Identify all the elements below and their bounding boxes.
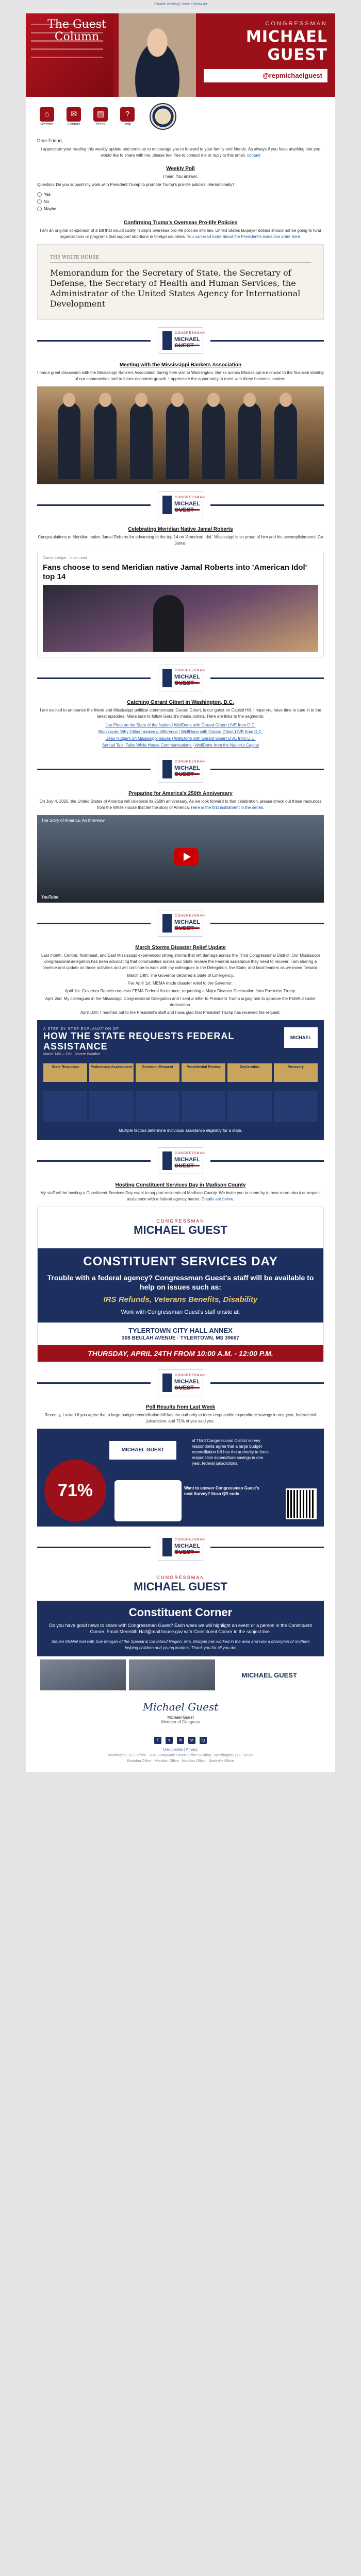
social-handle[interactable] [204, 69, 327, 82]
column-title-line1: The Guest [47, 18, 106, 31]
relief-timeline-item: April 2nd: My colleagues in the Mississippi Congressional Delegation and I sent a letter to President Trump urging him to approve the FEMA disaster declaration. [45, 996, 316, 1007]
footer-links[interactable] [37, 1747, 324, 1753]
person-head [207, 393, 220, 407]
federal-assistance-infographic [37, 1020, 324, 1140]
weekly-poll [37, 166, 324, 213]
youtube-icon[interactable]: yt [188, 1737, 195, 1744]
divider-bar [210, 1160, 324, 1162]
guest-logo [158, 492, 203, 518]
preheader[interactable] [0, 0, 361, 9]
globe-icon: ⌂ [40, 107, 54, 122]
newsletter [26, 9, 335, 1772]
flyer-visit: Work with Congressman Guest's staff onsite at: [121, 1309, 240, 1315]
section-title: Poll Results from Last Week [145, 1404, 216, 1410]
guest-logo [158, 1534, 203, 1561]
person-head [171, 393, 184, 407]
section-text [37, 1190, 324, 1202]
steps-detail-row [43, 1089, 318, 1122]
press-title: Memorandum for the Secretary of State, the Secretary of Defense, the Secretary of Health and Human Services, the Administrator of the United States Agency for International Development [50, 268, 301, 309]
mississippi-icon [162, 1538, 172, 1556]
logo-congressman: CONGRESSMAN [175, 496, 205, 499]
video-title: The Story of America: An Interview [41, 818, 105, 823]
newsletter-header [26, 9, 335, 97]
section-divider [37, 663, 324, 693]
step-box [182, 1091, 225, 1122]
constituent-services-flyer [37, 1207, 324, 1362]
relief-timeline-item: April 10th: I reached out to the President's staff and I was glad that President Trump has received the request. [80, 1010, 281, 1015]
poll-question: Question: Do you support my work with President Trump to promote Trump's pro-life policies internationally? [37, 182, 235, 187]
divider-bar [210, 923, 324, 924]
intro-contact-link[interactable]: contact [247, 153, 260, 158]
cc-main [37, 1601, 324, 1656]
cc-headline: Constituent Corner [128, 1606, 233, 1619]
section-divider [37, 1367, 324, 1398]
divider-bar [37, 340, 151, 342]
x-icon[interactable]: x [166, 1737, 173, 1744]
logo-underline [175, 773, 200, 775]
divider-bar [210, 1382, 324, 1384]
logo-congressman: CONGRESSMAN [175, 914, 205, 918]
column-title-line2: Column [54, 30, 100, 43]
infographic-title-block [43, 1027, 284, 1056]
footer-address: Washington, D.C. Office · 1843 Longworth House Office Building · Washington, D.C. 20515 [107, 1754, 254, 1757]
cc-congressman: CONGRESSMAN [156, 1575, 205, 1580]
step-box [274, 1091, 318, 1122]
step-label: Presidential Review [182, 1063, 225, 1082]
news-article-card[interactable] [37, 551, 324, 657]
mississippi-icon [162, 331, 172, 350]
view-in-browser-link[interactable]: Trouble viewing? View in browser [154, 3, 207, 6]
signature-block [37, 1701, 324, 1724]
press-icon: ▤ [93, 107, 108, 122]
logo-name: MICHAEL [174, 919, 200, 925]
social-handle-text: @repmichaelguest [262, 72, 322, 79]
nav-help-label: Help [123, 122, 132, 126]
poll-radio-yes[interactable] [37, 192, 42, 197]
article-headline: Fans choose to send Meridian native Jamal Roberts into 'American Idol' top 14 [43, 563, 307, 581]
section-title: March Storms Disaster Relief Update [135, 945, 226, 951]
poll-option-label: No [44, 199, 50, 204]
logo-underline [175, 509, 200, 511]
poll-option-label: Maybe [44, 207, 57, 211]
nav-help[interactable] [118, 107, 137, 126]
person-figure [238, 402, 261, 479]
person-head [135, 393, 147, 407]
divider-bar [37, 769, 151, 770]
newsletter-body [26, 138, 335, 1772]
logo-name: MICHAEL [174, 1157, 200, 1163]
mail-icon: ✉ [67, 107, 81, 122]
flyer-logo-area [38, 1207, 323, 1248]
infographic-header [43, 1027, 318, 1061]
logo-name: MICHAEL [174, 765, 200, 771]
step-box [136, 1091, 179, 1122]
poll-results-graphic [37, 1429, 324, 1527]
mississippi-icon [162, 496, 172, 514]
section-divider [37, 1532, 324, 1563]
section-title: Preparing for America's 250th Anniversary [128, 791, 233, 796]
section-paragraph: My staff will be hosting a Constituent Services Day event to support residents of Madison County. We invite you to come by to hear more about or request assistance with a federal agency matter. [40, 1191, 321, 1201]
person-figure [58, 402, 80, 479]
person-figure [94, 402, 117, 479]
logo-underline [175, 1551, 200, 1553]
step-box [43, 1091, 87, 1122]
divider-bar [37, 923, 151, 924]
youtube-logo: YouTube [41, 895, 59, 900]
congressman-label: CONGRESSMAN [265, 21, 327, 27]
infographic-footnote: Multiple factors determine individual assistance eligibility for a state. [119, 1128, 242, 1133]
performer-figure [153, 595, 184, 652]
cc-name: MICHAEL GUEST [134, 1580, 227, 1593]
nav-contact-label: Contact [67, 122, 80, 126]
section-title: Confirming Trump's Overseas Pro-life Policies [123, 220, 238, 226]
flyer-body: Trouble with a federal agency? Congressman Guest's staff will be available to help on issues such as: [47, 1274, 314, 1291]
divider-bar [210, 504, 324, 506]
infographic-subtitle: A STEP BY STEP EXPLANATION OF [43, 1027, 119, 1031]
results-text: of Third Congressional District survey respondents agree that a large budget reconciliation bill has the authority to force responsible expenditure savings in one year, federal jurisdictions. [192, 1438, 269, 1466]
flyer-address: 308 BEULAH AVENUE · TYLERTOWN, MS 39667 [122, 1335, 239, 1341]
poll-option-label: Yes [44, 192, 51, 197]
press-source: THE WHITE HOUSE [50, 255, 311, 263]
constituent-corner [37, 1568, 324, 1693]
footer-offices: Brandon Office · Meridian Office · Natchez Office · Starkville Office [127, 1759, 234, 1763]
step-label: State Response [43, 1063, 87, 1082]
segment-links [37, 722, 324, 749]
logo-name: MICHAEL [174, 1543, 200, 1549]
cc-photo [129, 1659, 215, 1690]
mississippi-icon [162, 669, 172, 687]
person-figure [202, 402, 225, 479]
person-head [63, 393, 75, 407]
greeting: Dear Friend, [37, 138, 63, 143]
cc-body: Do you have good news to share with Congressman Guest? Each week we will highlight an event or a person in the Constituent Corner. Email Meredith.Hall@mail.house.gov with Constituent Corner in the subject line. [49, 1623, 312, 1634]
facebook-icon[interactable]: f [154, 1737, 161, 1744]
segment-link[interactable]: Annual Talk: Talks While House Communications | WellDone from the Nation's Capital [102, 743, 259, 748]
section-text: I had a great discussion with the Mississippi Bankers Association during their visit to Washington. Banks across Mississippi are crucial to the financial stability of our communities and to future economic growth. I appreciate the opportunity to meet with these business leaders. [37, 370, 324, 381]
divider-bar [37, 677, 151, 679]
person-head [280, 393, 292, 407]
relief-text: Last month, Central, Northeast, and East Mississippi experienced strong storms that left damage across the Third Congressional District. Our Mississippi congressional delegation has been advocating that communities across our State receive the Federal assistance they need to recover. I am sharing a timeline and update on those activities and will continue to work with my colleagues in the Delegation, the State, and local leaders as we move forward. [41, 953, 320, 970]
header-top-strip [26, 9, 335, 13]
white-house-memo-image[interactable] [37, 244, 324, 320]
result-percent: 71% [44, 1460, 106, 1521]
section-text: Recently, I asked if you agree that a large budget reconciliation bill has the authority to force responsible expenditure savings in one year, federal civil jurisdiction, and 71% of you said yes. [44, 1413, 317, 1423]
logo-name: MICHAEL [174, 501, 200, 507]
poll-option[interactable] [37, 198, 99, 206]
guest-logo [158, 910, 203, 937]
play-button-icon[interactable] [174, 848, 199, 866]
infographic-logo: MICHAEL GUEST [284, 1027, 318, 1048]
cc-feature: Steven McNeil met with Sue Morgan of the Special & Cleveland Region. Mrs. Morgan has worked in the area and was a champion of mothers helping children and young leaders. Thank you for all you do! [51, 1639, 310, 1650]
capitol-icon [114, 1480, 182, 1521]
section-title: Meeting with the Mississippi Bankers Association [119, 362, 242, 368]
guest-logo [158, 756, 203, 783]
section-divider [37, 325, 324, 356]
survey-ask: Want to answer Congressman Guest's next Survey? Scan QR code [184, 1486, 259, 1496]
logo-congressman: CONGRESSMAN [175, 1374, 205, 1377]
poll-radio-no[interactable] [37, 199, 42, 204]
logo-congressman: CONGRESSMAN [175, 669, 205, 672]
infographic-title: HOW THE STATE REQUESTS FEDERAL ASSISTANCE [43, 1031, 235, 1052]
column-title [38, 19, 116, 43]
header-branding [204, 21, 327, 82]
results-logo: MICHAEL GUEST [109, 1441, 176, 1460]
section-text [37, 799, 324, 811]
divider-bar [210, 769, 324, 770]
logo-name: MICHAEL [174, 336, 200, 343]
step-label: Declaration [227, 1063, 271, 1082]
divider-bar [37, 1382, 151, 1384]
divider-bar [37, 1547, 151, 1548]
section-text [37, 228, 324, 240]
mississippi-icon [162, 1374, 172, 1392]
bankers-meeting-photo [37, 386, 324, 484]
signer-name: Michael Guest [167, 1715, 194, 1720]
logo-name: MICHAEL [174, 674, 200, 680]
section-divider [37, 489, 324, 520]
star-icon: ★ [254, 72, 259, 79]
logo-underline [175, 682, 200, 684]
section-title: Catching Gerard Gibert in Washington, D.C. [127, 700, 234, 705]
section-text: Congratulations to Meridian native Jamal Roberts for advancing to the top 14 on 'American Idol.' Mississippi is so proud of him and his accomplishments! Go Jamal! [38, 535, 323, 546]
poll-subtitle: I hear. You answer. [163, 174, 198, 179]
section-text: I am excited to announce the friend and Mississippi political commentator, Gerard Gibert, is our guest on Capitol Hill. I hope you have time to tune in to the latest episodes. Make sure to follow Gerard's media outlets. Here are links to the segments: [40, 708, 321, 719]
steps-row [43, 1063, 318, 1082]
help-icon: ? [120, 107, 135, 122]
person-figure [166, 402, 189, 479]
intro-text [37, 146, 324, 159]
section-paragraph: I am an original co-sponsor of a bill that would codify Trump's overseas pro-life policies into law. United States taxpayer dollars should not be going to fund organizations or programs that support abortions in foreign countries. [40, 228, 321, 239]
flyer-congressman: CONGRESSMAN [156, 1218, 205, 1224]
flyer-name: MICHAEL GUEST [134, 1224, 227, 1236]
segment-link[interactable]: Blog Louie: Why Gilbert makes a difference | WellDone with Gerard Gibert LIVE from D.C. [98, 730, 263, 734]
logo-congressman: CONGRESSMAN [175, 1152, 205, 1155]
step-label: Preliminary Assessment [89, 1063, 133, 1082]
step-label: Governor Request [136, 1063, 179, 1082]
congressional-seal-icon [150, 103, 176, 130]
youtube-video[interactable] [37, 815, 324, 903]
divider-bar [210, 340, 324, 342]
logo-congressman: CONGRESSMAN [175, 332, 205, 335]
person-head [99, 393, 111, 407]
intro-paragraph: I appreciate your reading this weekly update and continue to encourage you to forward to your family and friends. As always if you have anything that you would like to share with me, please feel free to contact me or reply to this email. [40, 147, 321, 158]
flyer-when: THURSDAY, APRIL 24TH FROM 10:00 A.M. - 12:00 P.M. [38, 1345, 323, 1362]
signer-role: Member of Congress [161, 1720, 200, 1724]
divider-bar [210, 677, 324, 679]
section-title: Hosting Constituent Services Day in Madison County [115, 1182, 246, 1188]
article-image [43, 585, 318, 652]
mississippi-icon [162, 1151, 172, 1170]
logo-congressman: CONGRESSMAN [175, 1538, 205, 1541]
step-box [227, 1091, 271, 1122]
congressman-photo [119, 13, 196, 97]
nav-contact[interactable] [64, 107, 84, 126]
poll-option[interactable] [37, 206, 99, 213]
guest-logo [158, 1147, 203, 1174]
person-figure [130, 402, 153, 479]
logo-name: MICHAEL [174, 1379, 200, 1385]
executive-order-link[interactable]: You can read more about the President's executive order here. [187, 234, 302, 239]
divider-bar [37, 504, 151, 506]
flyer-place: TYLERTOWN CITY HALL ANNEX [128, 1327, 233, 1334]
section-paragraph: On July 4, 2026, the United States of America will celebrate its 250th anniversary. As we look forward to that celebration, please check out these resources from the White House that tell the story of America. [39, 799, 322, 810]
step-box [89, 1091, 133, 1122]
poll-option[interactable] [37, 191, 99, 198]
guest-logo [158, 1369, 203, 1396]
footer [37, 1730, 324, 1772]
mississippi-icon [162, 760, 172, 778]
guest-logo [158, 665, 203, 691]
nav-press-label: Press [96, 122, 105, 126]
cc-photos [37, 1656, 324, 1693]
mississippi-icon [162, 914, 172, 933]
cc-photo-logo: MICHAEL GUEST [241, 1671, 297, 1679]
linkedin-icon[interactable]: in [177, 1737, 184, 1744]
segment-link[interactable]: Dean Nutgam on Mississippi Issues | WellDone with Gerard Gibert LIVE from D.C. [105, 736, 256, 741]
congressman-name: MICHAEL GUEST [246, 28, 327, 64]
flyer-main [38, 1248, 323, 1323]
nav-website-label: Website [40, 122, 54, 126]
article-meta: Clarion Ledger · 4 min read [43, 556, 87, 560]
series-link[interactable]: Here is the first installment in the series. [191, 805, 265, 810]
quick-links [26, 97, 335, 133]
cc-logo [134, 1575, 227, 1594]
infographic-dates: March 14th – 15th, Severe Weather [43, 1053, 101, 1056]
segment-link[interactable]: Joe Pinto on the State of the Nation | WellDone with Gerard Gibert LIVE from D.C. [105, 723, 256, 727]
flyer-logo [134, 1218, 227, 1237]
cc-photo [40, 1659, 126, 1690]
divider-bar [210, 1547, 324, 1548]
signature: Michael Guest [142, 1701, 219, 1713]
logo-underline [175, 1387, 200, 1388]
section-divider [37, 908, 324, 939]
logo-congressman: CONGRESSMAN [175, 760, 205, 764]
poll-options [37, 191, 99, 213]
section-divider [37, 1145, 324, 1176]
relief-timeline-item: Far April 1st: MEMA made disaster relief to the Governor. [128, 981, 233, 986]
details-link[interactable]: Details are below. [201, 1197, 234, 1201]
flyer-issues: IRS Refunds, Veterans Benefits, Disability [103, 1295, 258, 1304]
flyer-headline: CONSTITUENT SERVICES DAY [83, 1255, 278, 1268]
person-figure [274, 402, 297, 479]
relief-timeline-item: March 14th: The Governor declared a State of Emergency. [127, 973, 234, 978]
nav-press[interactable] [91, 107, 110, 126]
step-label: Recovery [274, 1063, 318, 1082]
nav-website[interactable] [37, 107, 57, 126]
guest-logo [158, 327, 203, 354]
divider-bar [37, 1160, 151, 1162]
instagram-icon[interactable]: ig [200, 1737, 207, 1744]
section-title: Celebrating Meridian Native Jamal Roberts [128, 527, 233, 532]
logo-underline [175, 345, 200, 346]
cc-logo-area [37, 1568, 324, 1601]
flyer-location [38, 1323, 323, 1345]
social-icons [37, 1737, 324, 1744]
poll-radio-maybe[interactable] [37, 207, 42, 211]
relief-timeline-item: April 1st: Governor Reeves requests FEMA Federal Assistance, requesting a Major Disaster Declaration from President Trump. [64, 989, 297, 993]
logo-underline [175, 1165, 200, 1166]
logo-underline [175, 927, 200, 929]
unsubscribe-link[interactable]: Unsubscribe | Privacy [163, 1748, 198, 1752]
poll-title: Weekly Poll [166, 166, 195, 172]
person-head [243, 393, 256, 407]
qr-code-icon[interactable] [286, 1488, 317, 1519]
section-divider [37, 754, 324, 785]
